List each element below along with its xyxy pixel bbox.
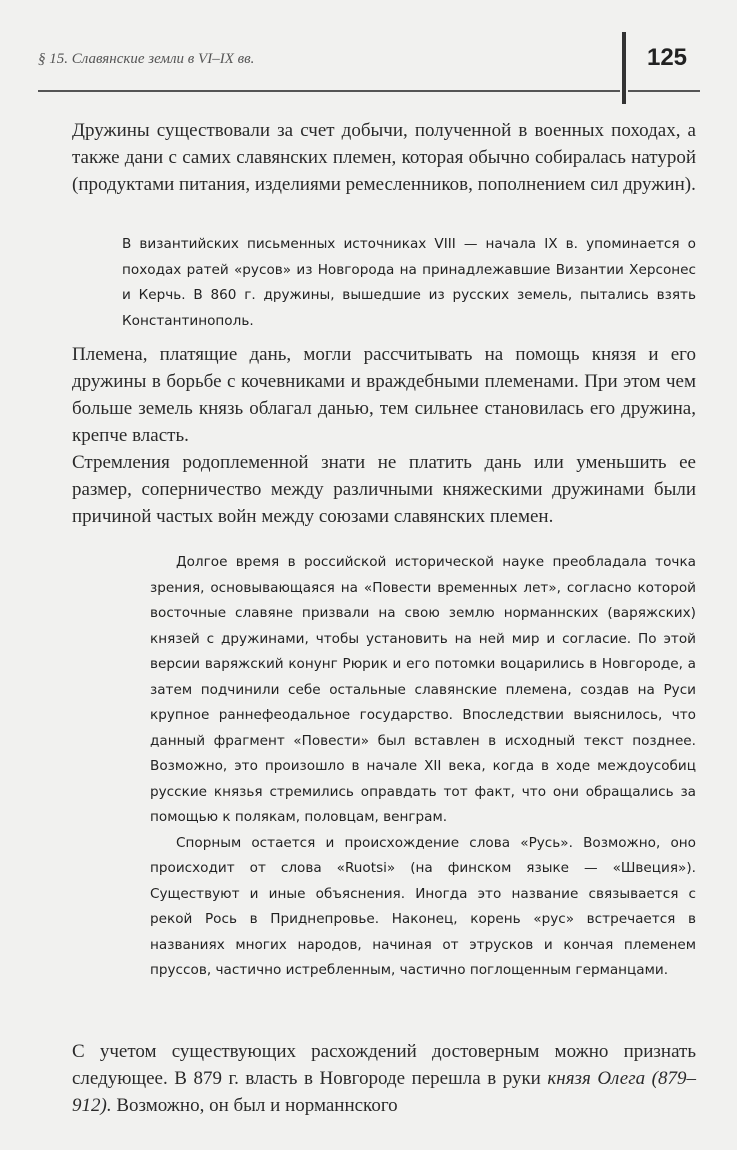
body-paragraph-2: Племена, платящие дань, могли рассчитывать на помощь князя и его дружины в борьбе с кочевниками и враждебными племенами. При этом чем больше земель князь облагал данью, тем сильнее становилась его дружина, крепче власть. — [72, 344, 696, 446]
sidebar-note-2-paragraph-2: Спорным остается и происхождение слова «Русь». Возможно, оно происходит от слова «Ruotsi» (на финском языке — «Швеция»). Существуют и иные объяснения. Иногда это название связывается с рекой Рось в Приднепровье. Наконец, корень «рус» встречается в названиях многих народов, начиная от этрусков и кончая племенем пруссов, частично истребленным, частично поглощенным германцами. — [150, 834, 696, 978]
paragraph-4-text-end: Возможно, он был и норманнского — [116, 1095, 398, 1116]
sidebar-note-2 — [150, 550, 696, 1030]
body-paragraph-4 — [72, 1038, 696, 1148]
body-paragraph-1: Дружины существовали за счет добычи, полученной в военных походах, а также дани с самих славянских племен, которая обычно собиралась натурой (продуктами питания, изделиями ремесленников, пополнением сил дружин). — [72, 120, 696, 195]
sidebar-note-1 — [122, 232, 696, 337]
sidebar-note-1-text: В византийских письменных источниках VIII — начала IX в. упоминается о походах ратей «русов» из Новгорода на принадлежавшие Византии Херсонес и Керчь. В 860 г. дружины, вышедшие из русских земель, пытались взять Константинополь. — [122, 236, 696, 329]
sidebar-note-2-paragraph-1: Долгое время в российской исторической науке преобладала точка зрения, основывающаяся на «Повести временных лет», согласно которой восточные славяне призвали на свою землю норманнских (варяжских) князей с дружинами, чтобы установить на ней мир и согласие. По этой версии варяжский конунг Рюрик и его потомки воцарились в Новгороде, а затем подчинили себе остальные славянские племена, создав на Руси крупное раннефеодальное государство. Впоследствии выяснилось, что данный фрагмент «Повести» был вставлен в исходный текст позднее. Возможно, это произошло в начале XII века, когда в ходе междоусобиц русские князья стремились оправдать тот факт, что они обращались за помощью к полякам, половцам, венграм. — [150, 554, 696, 825]
header-rule-right — [628, 90, 700, 92]
running-head-title: § 15. Славянские земли в VI–IX вв. — [38, 51, 255, 67]
page-number: 125 — [646, 44, 688, 71]
header-rule-left — [38, 90, 620, 92]
paragraph-4-text-start: С учетом существующих расхождений достоверным можно признать следующее. В 879 г. власть в Новгороде перешла в руки — [72, 1041, 696, 1089]
header-divider-bar — [622, 32, 626, 104]
body-paragraph-3: Стремления родоплеменной знати не платить дань или уменьшить ее размер, соперничество между различными княжескими дружинами были причиной частых войн между союзами славянских племен. — [72, 452, 696, 527]
paragraph-4-italic-name: князя Олега (879–912). — [72, 1068, 696, 1116]
